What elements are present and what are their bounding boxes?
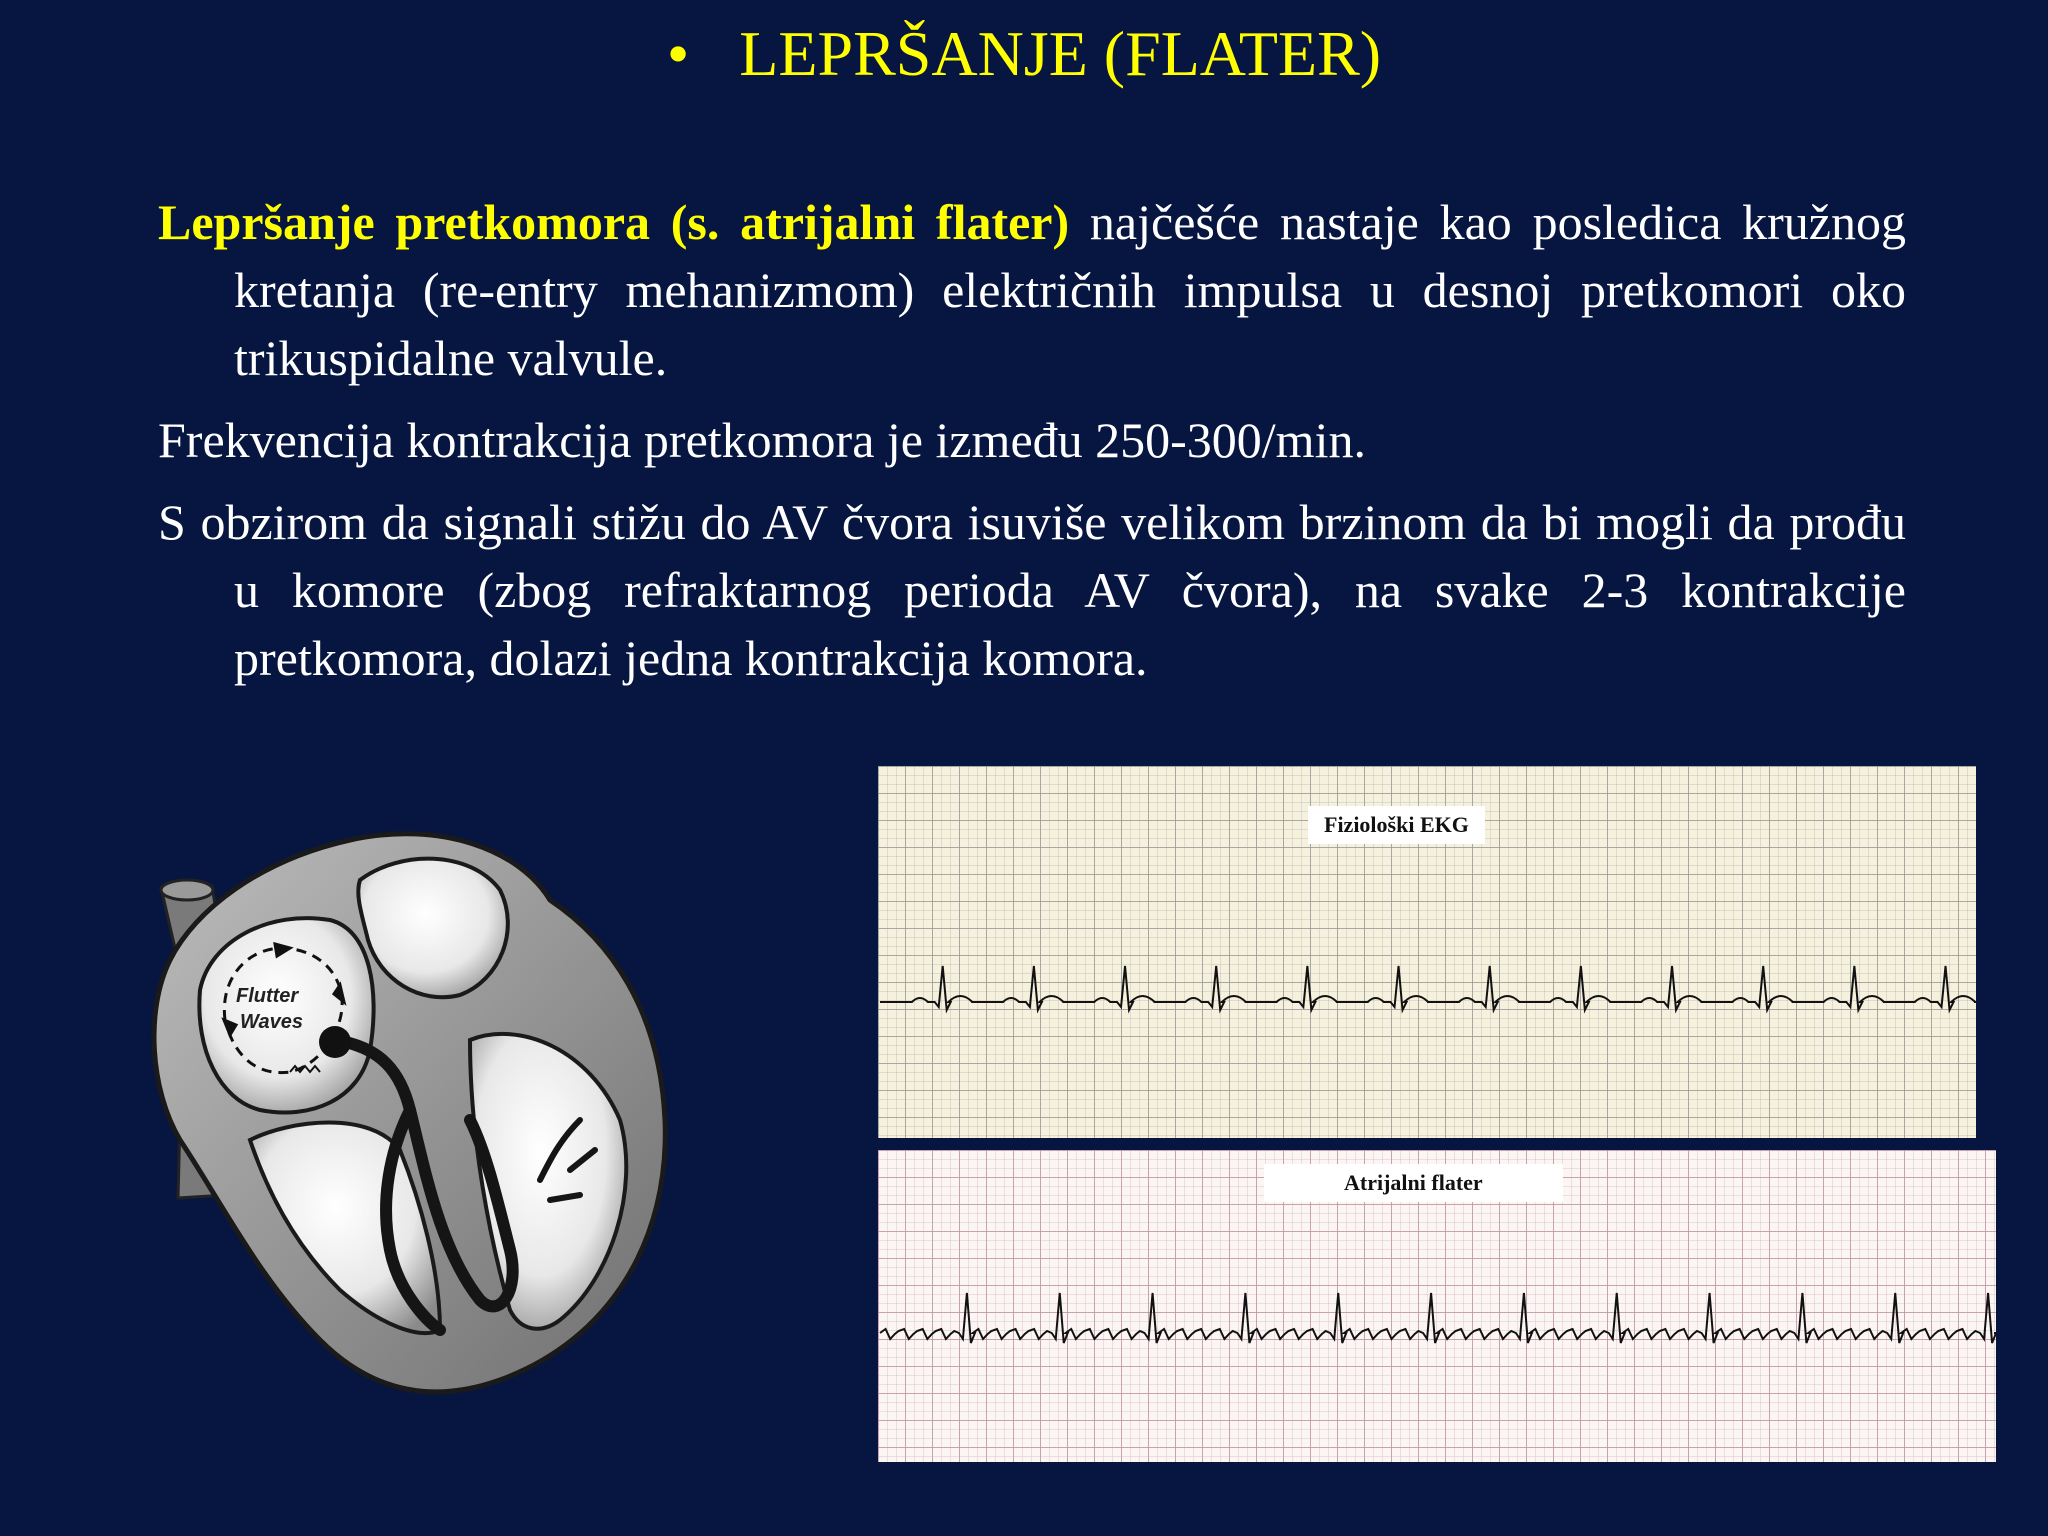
ekg-waveform [880, 966, 1975, 1010]
ekg-label-normal: Fiziološki EKG [1308, 806, 1485, 844]
flutter-label-2: Waves [240, 1011, 304, 1033]
flutter-label-1: Flutter [236, 985, 299, 1007]
title-bullet: • [666, 18, 690, 89]
heart-diagram [140, 820, 700, 1400]
ekg-label-flutter: Atrijalni flater [1264, 1164, 1563, 1202]
title-text: LEPRŠANJE (FLATER) [739, 18, 1382, 89]
paragraph-av-node [158, 488, 1906, 692]
paragraph-frequency [158, 406, 1906, 474]
highlight-term: Lepršanje pretkomora (s. atrijalni flater) [158, 194, 1070, 250]
slide-body [158, 188, 1906, 706]
ekg-waveform [880, 1293, 1996, 1343]
paragraph-1-text: najčešće nastaje kao posledica kružnog kretanja (re-entry mehanizmom) električnih impulsa u desnoj pretkomori oko trikuspidalne valvule. [234, 194, 1907, 386]
slide-title [0, 14, 2048, 94]
ekg-strip-normal [878, 766, 1976, 1138]
ekg-strip-flutter [878, 1150, 1996, 1462]
paragraph-definition [158, 188, 1906, 392]
paragraph-3-text: S obzirom da signali stižu do AV čvora isuviše velikom brzinom da bi mogli da prođu u komore (zbog refraktarnog perioda AV čvora), na svake 2-3 kontrakcije pretkomora, dolazi jedna kontrakcija komora. [158, 494, 1906, 686]
paragraph-2-text: Frekvencija kontrakcija pretkomora je između 250-300/min. [158, 412, 1366, 468]
